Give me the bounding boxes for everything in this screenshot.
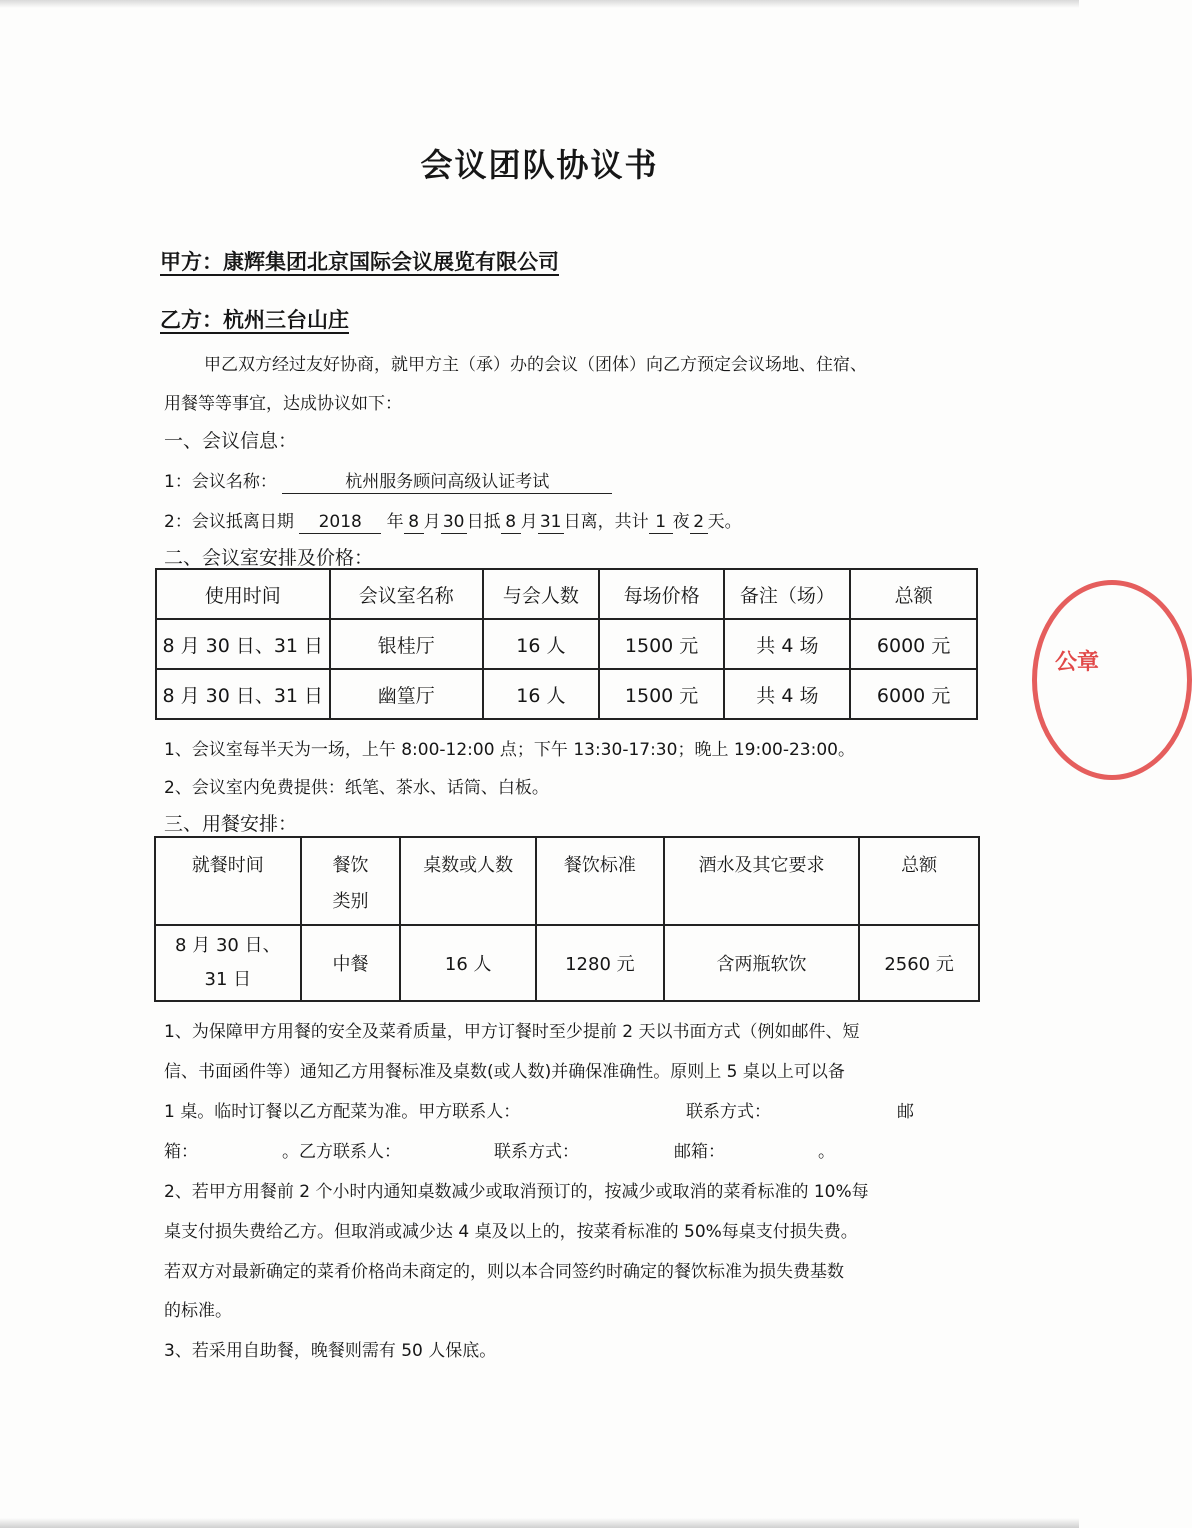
header-cell: 总额	[850, 569, 977, 619]
party-a: 甲方：康辉集团北京国际会议展览有限公司	[160, 250, 559, 274]
scan-bottom-edge	[0, 1518, 1079, 1528]
dining-term-1-line-1: 1、为保障甲方用餐的安全及菜肴质量，甲方订餐时至少提前 2 天以书面方式（例如邮件、短	[164, 1022, 860, 1042]
dining-term-2-line-2: 桌支付损失费给乙方。但取消或减少达 4 桌及以上的，按菜肴标准的 50%每桌支付损失费。	[164, 1222, 858, 1242]
meeting-name-value: 杭州服务顾问高级认证考试	[282, 471, 612, 494]
cell-people: 16 人	[483, 619, 599, 669]
header-cell: 备注（场）	[724, 569, 850, 619]
cell-price: 1500 元	[599, 619, 725, 669]
cell-meal-type: 中餐	[301, 925, 401, 1001]
cell-people: 16 人	[400, 925, 536, 1001]
meeting-name-line	[164, 467, 612, 494]
room-note-2: 2、会议室内免费提供：纸笔、茶水、话筒、白板。	[164, 778, 549, 798]
meeting-room-table	[155, 568, 978, 720]
arrive-day: 30	[441, 511, 467, 534]
cell-drinks: 含两瓶软饮	[664, 925, 859, 1001]
header-cell: 与会人数	[483, 569, 599, 619]
dining-term-2-line-4: 的标准。	[164, 1301, 232, 1321]
section-1-heading: 一、会议信息：	[164, 430, 298, 452]
stamp-text: 公章	[1055, 650, 1100, 675]
cell-total: 6000 元	[850, 669, 977, 719]
dining-term-1-line-4b: 。乙方联系人：	[282, 1142, 401, 1162]
header-cell: 餐饮 类别	[301, 837, 401, 925]
header-cell: 就餐时间	[155, 837, 301, 925]
cell-total: 2560 元	[859, 925, 979, 1001]
meeting-name-label: 1：会议名称：	[164, 472, 277, 492]
table-header-row	[156, 569, 977, 619]
cell-note: 共 4 场	[724, 619, 850, 669]
document-title: 会议团队协议书	[420, 146, 659, 184]
dining-term-1-line-3a: 1 桌。临时订餐以乙方配菜为准。甲方联系人：	[164, 1102, 521, 1122]
header-cell: 使用时间	[156, 569, 330, 619]
table-row	[155, 925, 979, 1001]
table-row	[156, 669, 977, 719]
table-header-row	[155, 837, 979, 925]
month-text-1: 月	[423, 512, 441, 532]
meeting-date-line	[164, 507, 742, 534]
dining-term-1-line-4c: 联系方式：	[494, 1142, 579, 1162]
scan-top-edge	[0, 0, 1079, 8]
header-cell: 会议室名称	[330, 569, 484, 619]
cell-standard: 1280 元	[536, 925, 664, 1001]
dining-term-2-line-1: 2、若甲方用餐前 2 个小时内通知桌数减少或取消预订的，按减少或取消的菜肴标准的 10%每	[164, 1182, 869, 1202]
nights-value: 1	[649, 511, 673, 534]
header-cell: 桌数或人数	[400, 837, 536, 925]
cell-note: 共 4 场	[724, 669, 850, 719]
cell-people: 16 人	[483, 669, 599, 719]
month-text-2: 月	[520, 512, 538, 532]
dining-term-1-line-3c: 邮	[897, 1102, 914, 1122]
year-value: 2018	[299, 511, 381, 534]
table-row	[156, 619, 977, 669]
intro-line-1: 甲乙双方经过友好协商，就甲方主（承）办的会议（团体）向乙方预定会议场地、住宿、	[204, 355, 867, 375]
cell-room: 银桂厅	[330, 619, 484, 669]
depart-day: 31	[538, 511, 564, 534]
dining-term-1-line-4d: 邮箱：	[674, 1142, 725, 1162]
night-text: 夜	[672, 512, 690, 532]
dining-term-1-line-2: 信、书面函件等）通知乙方用餐标准及桌数(或人数)并确保准确性。原则上 5 桌以上可以备	[164, 1062, 845, 1082]
section-3-heading: 三、用餐安排：	[164, 813, 298, 835]
arrive-text: 日抵	[466, 512, 501, 532]
dining-term-2-line-3: 若双方对最新确定的菜肴价格尚未商定的，则以本合同签约时确定的餐饮标准为损失费基数	[164, 1262, 844, 1282]
cell-time: 8 月 30 日、31 日	[156, 669, 330, 719]
party-b	[160, 304, 389, 334]
header-cell: 餐饮标准	[536, 837, 664, 925]
cell-room: 幽篁厅	[330, 669, 484, 719]
arrive-month: 8	[404, 511, 424, 534]
cell-total: 6000 元	[850, 619, 977, 669]
cell-time-line-1: 8 月 30 日、	[175, 935, 281, 956]
cell-price: 1500 元	[599, 669, 725, 719]
cell-time	[155, 925, 301, 1001]
year-text: 年	[386, 512, 404, 532]
meeting-date-label: 2：会议抵离日期	[164, 512, 294, 532]
intro-line-2: 用餐等等事宜，达成协议如下：	[164, 394, 402, 414]
depart-text: 日离，共计	[563, 512, 649, 532]
days-value: 2	[690, 511, 708, 534]
red-seal-stamp	[1032, 580, 1192, 780]
section-2-heading: 二、会议室安排及价格：	[164, 547, 374, 569]
header-cell: 每场价格	[599, 569, 725, 619]
dining-term-1-line-3b: 联系方式：	[686, 1102, 771, 1122]
day-text: 天。	[707, 512, 742, 532]
dining-term-1-line-4e: 。	[818, 1142, 835, 1162]
cell-time: 8 月 30 日、31 日	[156, 619, 330, 669]
cell-time-line-2: 31 日	[204, 969, 252, 990]
depart-month: 8	[501, 511, 521, 534]
header-cell: 酒水及其它要求	[664, 837, 859, 925]
room-note-1: 1、会议室每半天为一场，上午 8:00-12:00 点；下午 13:30-17:30；晚上 19:00-23:00。	[164, 740, 855, 760]
dining-term-1-line-4a: 箱：	[164, 1142, 198, 1162]
dining-term-3: 3、若采用自助餐，晚餐则需有 50 人保底。	[164, 1341, 497, 1361]
header-cell: 总额	[859, 837, 979, 925]
dining-table	[154, 836, 980, 1002]
party-b-text: 乙方：杭州三台山庄	[160, 308, 349, 332]
